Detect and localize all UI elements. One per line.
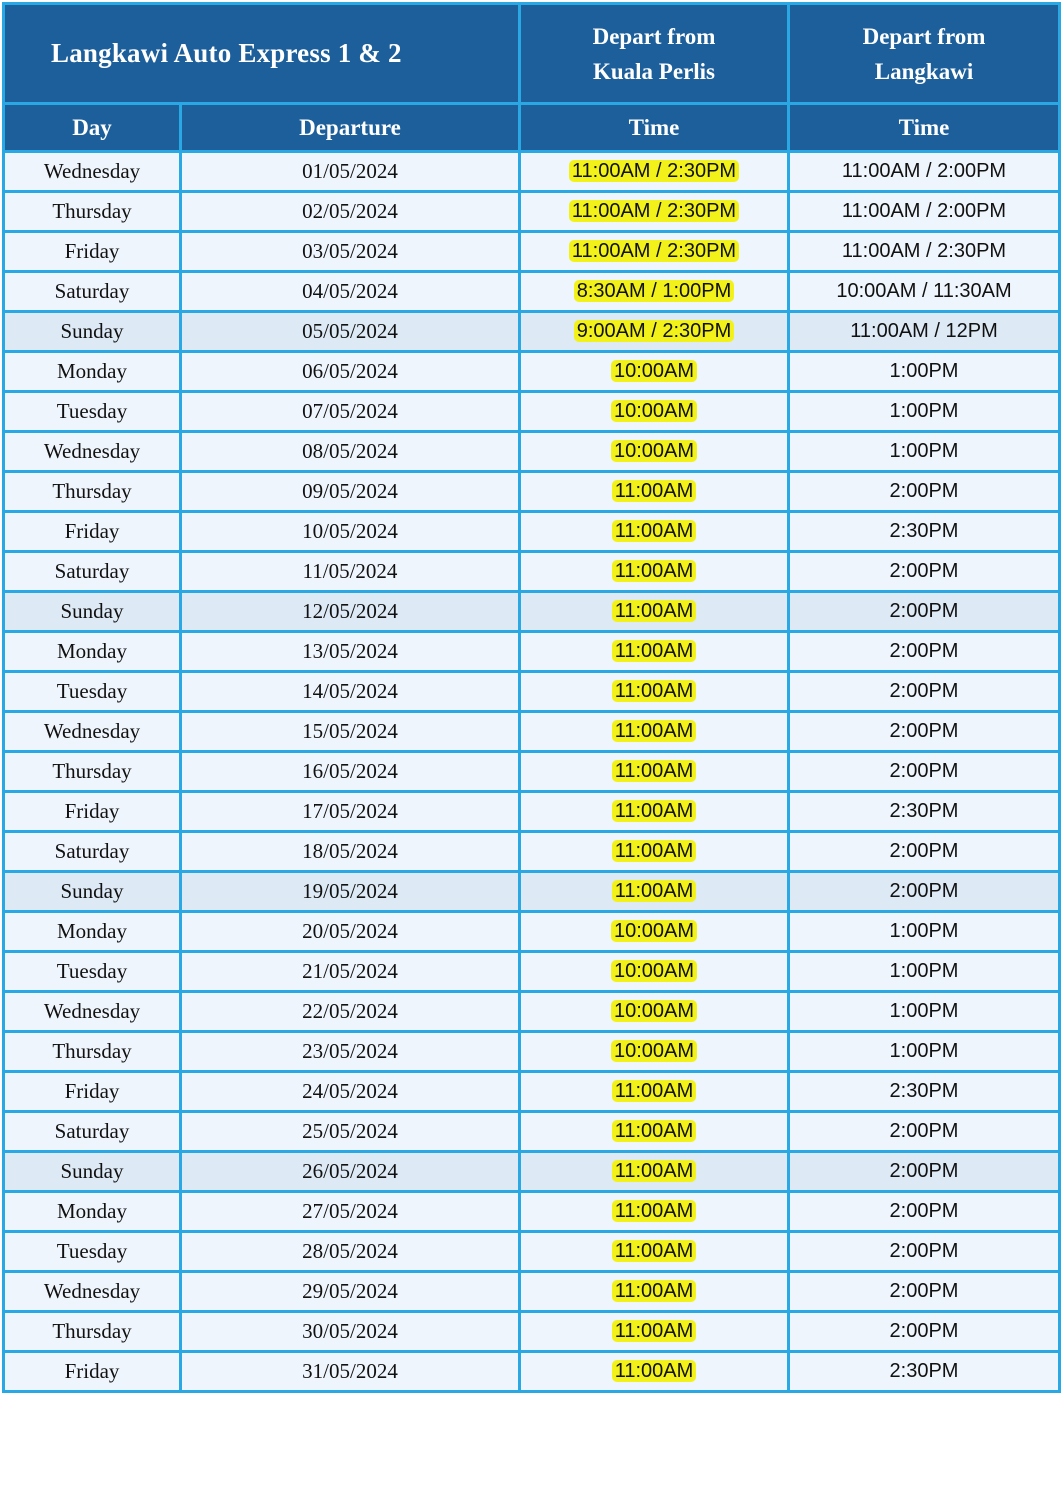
kuala-perlis-time-cell <box>520 392 789 432</box>
departure-date-cell: 09/05/2024 <box>181 472 520 512</box>
kuala-perlis-time-cell <box>520 272 789 312</box>
departure-date-cell: 28/05/2024 <box>181 1232 520 1272</box>
table-row <box>4 1072 1060 1112</box>
day-cell: Thursday <box>4 752 181 792</box>
day-cell: Saturday <box>4 552 181 592</box>
highlighted-time: 11:00AM <box>612 760 697 782</box>
schedule-container <box>2 2 1058 1498</box>
day-cell: Saturday <box>4 832 181 872</box>
departure-date-cell: 25/05/2024 <box>181 1112 520 1152</box>
day-cell: Friday <box>4 1352 181 1392</box>
table-row <box>4 272 1060 312</box>
table-row <box>4 672 1060 712</box>
departure-date-cell: 06/05/2024 <box>181 352 520 392</box>
table-row <box>4 192 1060 232</box>
langkawi-time-cell: 1:00PM <box>789 952 1060 992</box>
highlighted-time: 11:00AM <box>612 480 697 502</box>
highlighted-time: 11:00AM / 2:30PM <box>569 200 739 222</box>
highlighted-time: 10:00AM <box>611 1000 697 1022</box>
day-cell: Friday <box>4 232 181 272</box>
kuala-perlis-time-cell <box>520 672 789 712</box>
table-row <box>4 832 1060 872</box>
langkawi-time-cell: 2:00PM <box>789 1272 1060 1312</box>
highlighted-time: 10:00AM <box>611 960 697 982</box>
kuala-perlis-time-cell <box>520 552 789 592</box>
langkawi-time-cell: 1:00PM <box>789 1032 1060 1072</box>
depart-langkawi-line1: Depart from <box>862 23 986 49</box>
table-row <box>4 752 1060 792</box>
day-cell: Friday <box>4 512 181 552</box>
departure-date-cell: 12/05/2024 <box>181 592 520 632</box>
langkawi-time-cell: 1:00PM <box>789 432 1060 472</box>
kuala-perlis-time-cell <box>520 752 789 792</box>
highlighted-time: 11:00AM <box>612 720 697 742</box>
day-cell: Sunday <box>4 592 181 632</box>
langkawi-time-cell: 11:00AM / 2:30PM <box>789 232 1060 272</box>
departure-date-cell: 05/05/2024 <box>181 312 520 352</box>
day-cell: Wednesday <box>4 992 181 1032</box>
kuala-perlis-time-cell <box>520 1032 789 1072</box>
langkawi-time-cell: 2:30PM <box>789 792 1060 832</box>
table-row <box>4 1152 1060 1192</box>
departure-date-cell: 16/05/2024 <box>181 752 520 792</box>
day-cell: Thursday <box>4 1032 181 1072</box>
day-cell: Tuesday <box>4 392 181 432</box>
table-row <box>4 1312 1060 1352</box>
highlighted-time: 11:00AM <box>612 520 697 542</box>
day-cell: Sunday <box>4 312 181 352</box>
highlighted-time: 11:00AM <box>612 880 697 902</box>
kuala-perlis-time-cell <box>520 592 789 632</box>
highlighted-time: 11:00AM <box>612 1120 697 1142</box>
highlighted-time: 10:00AM <box>611 440 697 462</box>
departure-date-cell: 11/05/2024 <box>181 552 520 592</box>
depart-kuala-perlis-header <box>520 4 789 104</box>
table-row <box>4 472 1060 512</box>
kuala-perlis-time-cell <box>520 312 789 352</box>
highlighted-time: 11:00AM <box>612 800 697 822</box>
highlighted-time: 11:00AM <box>612 840 697 862</box>
schedule-title: Langkawi Auto Express 1 & 2 <box>4 4 520 104</box>
column-header-time-kuala-perlis: Time <box>520 104 789 152</box>
langkawi-time-cell: 1:00PM <box>789 912 1060 952</box>
day-cell: Tuesday <box>4 672 181 712</box>
langkawi-time-cell: 11:00AM / 2:00PM <box>789 192 1060 232</box>
departure-date-cell: 02/05/2024 <box>181 192 520 232</box>
table-row <box>4 232 1060 272</box>
langkawi-time-cell: 2:30PM <box>789 1072 1060 1112</box>
table-row <box>4 1232 1060 1272</box>
day-cell: Tuesday <box>4 1232 181 1272</box>
day-cell: Thursday <box>4 472 181 512</box>
highlighted-time: 11:00AM / 2:30PM <box>569 160 739 182</box>
depart-langkawi-header <box>789 4 1060 104</box>
highlighted-time: 11:00AM <box>612 640 697 662</box>
table-row <box>4 512 1060 552</box>
langkawi-time-cell: 2:00PM <box>789 672 1060 712</box>
table-row <box>4 1032 1060 1072</box>
day-cell: Thursday <box>4 192 181 232</box>
langkawi-time-cell: 11:00AM / 12PM <box>789 312 1060 352</box>
table-row <box>4 712 1060 752</box>
kuala-perlis-time-cell <box>520 1232 789 1272</box>
kuala-perlis-time-cell <box>520 1272 789 1312</box>
langkawi-time-cell: 1:00PM <box>789 352 1060 392</box>
langkawi-time-cell: 2:00PM <box>789 752 1060 792</box>
highlighted-time: 8:30AM / 1:00PM <box>574 280 735 302</box>
kuala-perlis-time-cell <box>520 432 789 472</box>
day-cell: Friday <box>4 792 181 832</box>
kuala-perlis-time-cell <box>520 832 789 872</box>
table-row <box>4 312 1060 352</box>
table-title-row <box>4 4 1060 104</box>
day-cell: Thursday <box>4 1312 181 1352</box>
table-row <box>4 632 1060 672</box>
highlighted-time: 11:00AM <box>612 1240 697 1262</box>
kuala-perlis-time-cell <box>520 352 789 392</box>
table-row <box>4 352 1060 392</box>
langkawi-time-cell: 2:00PM <box>789 472 1060 512</box>
day-cell: Monday <box>4 1192 181 1232</box>
departure-date-cell: 15/05/2024 <box>181 712 520 752</box>
langkawi-time-cell: 2:30PM <box>789 512 1060 552</box>
depart-kuala-perlis-line1: Depart from <box>592 23 716 49</box>
langkawi-time-cell: 2:00PM <box>789 832 1060 872</box>
langkawi-time-cell: 2:30PM <box>789 1352 1060 1392</box>
highlighted-time: 10:00AM <box>611 1040 697 1062</box>
day-cell: Wednesday <box>4 712 181 752</box>
ferry-schedule-table <box>2 2 1061 1393</box>
departure-date-cell: 03/05/2024 <box>181 232 520 272</box>
kuala-perlis-time-cell <box>520 792 789 832</box>
column-header-time-langkawi: Time <box>789 104 1060 152</box>
highlighted-time: 9:00AM / 2:30PM <box>574 320 735 342</box>
highlighted-time: 11:00AM <box>612 1360 697 1382</box>
table-row <box>4 1192 1060 1232</box>
table-row <box>4 552 1060 592</box>
table-row <box>4 1352 1060 1392</box>
highlighted-time: 10:00AM <box>611 360 697 382</box>
langkawi-time-cell: 2:00PM <box>789 632 1060 672</box>
table-row <box>4 392 1060 432</box>
departure-date-cell: 17/05/2024 <box>181 792 520 832</box>
highlighted-time: 11:00AM <box>612 600 697 622</box>
table-row <box>4 152 1060 192</box>
langkawi-time-cell: 2:00PM <box>789 552 1060 592</box>
departure-date-cell: 20/05/2024 <box>181 912 520 952</box>
day-cell: Monday <box>4 632 181 672</box>
day-cell: Sunday <box>4 1152 181 1192</box>
kuala-perlis-time-cell <box>520 512 789 552</box>
departure-date-cell: 13/05/2024 <box>181 632 520 672</box>
departure-date-cell: 27/05/2024 <box>181 1192 520 1232</box>
table-row <box>4 432 1060 472</box>
kuala-perlis-time-cell <box>520 712 789 752</box>
kuala-perlis-time-cell <box>520 1312 789 1352</box>
kuala-perlis-time-cell <box>520 952 789 992</box>
kuala-perlis-time-cell <box>520 1072 789 1112</box>
langkawi-time-cell: 2:00PM <box>789 1232 1060 1272</box>
langkawi-time-cell: 2:00PM <box>789 712 1060 752</box>
table-row <box>4 992 1060 1032</box>
departure-date-cell: 21/05/2024 <box>181 952 520 992</box>
departure-date-cell: 14/05/2024 <box>181 672 520 712</box>
day-cell: Sunday <box>4 872 181 912</box>
column-header-day: Day <box>4 104 181 152</box>
day-cell: Wednesday <box>4 1272 181 1312</box>
table-row <box>4 1272 1060 1312</box>
langkawi-time-cell: 2:00PM <box>789 1152 1060 1192</box>
highlighted-time: 11:00AM <box>612 1200 697 1222</box>
highlighted-time: 11:00AM <box>612 1080 697 1102</box>
departure-date-cell: 23/05/2024 <box>181 1032 520 1072</box>
kuala-perlis-time-cell <box>520 152 789 192</box>
highlighted-time: 11:00AM <box>612 1320 697 1342</box>
column-header-departure: Departure <box>181 104 520 152</box>
column-header-row <box>4 104 1060 152</box>
departure-date-cell: 22/05/2024 <box>181 992 520 1032</box>
departure-date-cell: 29/05/2024 <box>181 1272 520 1312</box>
schedule-body <box>4 152 1060 1392</box>
langkawi-time-cell: 11:00AM / 2:00PM <box>789 152 1060 192</box>
departure-date-cell: 07/05/2024 <box>181 392 520 432</box>
table-row <box>4 792 1060 832</box>
departure-date-cell: 26/05/2024 <box>181 1152 520 1192</box>
kuala-perlis-time-cell <box>520 912 789 952</box>
departure-date-cell: 24/05/2024 <box>181 1072 520 1112</box>
langkawi-time-cell: 2:00PM <box>789 872 1060 912</box>
departure-date-cell: 08/05/2024 <box>181 432 520 472</box>
highlighted-time: 10:00AM <box>611 920 697 942</box>
langkawi-time-cell: 1:00PM <box>789 992 1060 1032</box>
kuala-perlis-time-cell <box>520 472 789 512</box>
kuala-perlis-time-cell <box>520 992 789 1032</box>
kuala-perlis-time-cell <box>520 1352 789 1392</box>
langkawi-time-cell: 10:00AM / 11:30AM <box>789 272 1060 312</box>
table-row <box>4 952 1060 992</box>
day-cell: Friday <box>4 1072 181 1112</box>
kuala-perlis-time-cell <box>520 192 789 232</box>
departure-date-cell: 10/05/2024 <box>181 512 520 552</box>
kuala-perlis-time-cell <box>520 232 789 272</box>
day-cell: Saturday <box>4 1112 181 1152</box>
departure-date-cell: 19/05/2024 <box>181 872 520 912</box>
langkawi-time-cell: 2:00PM <box>789 1112 1060 1152</box>
kuala-perlis-time-cell <box>520 632 789 672</box>
day-cell: Monday <box>4 352 181 392</box>
day-cell: Saturday <box>4 272 181 312</box>
table-row <box>4 592 1060 632</box>
highlighted-time: 10:00AM <box>611 400 697 422</box>
day-cell: Monday <box>4 912 181 952</box>
table-row <box>4 1112 1060 1152</box>
highlighted-time: 11:00AM / 2:30PM <box>569 240 739 262</box>
kuala-perlis-time-cell <box>520 872 789 912</box>
langkawi-time-cell: 1:00PM <box>789 392 1060 432</box>
highlighted-time: 11:00AM <box>612 1280 697 1302</box>
day-cell: Wednesday <box>4 152 181 192</box>
kuala-perlis-time-cell <box>520 1112 789 1152</box>
day-cell: Tuesday <box>4 952 181 992</box>
highlighted-time: 11:00AM <box>612 680 697 702</box>
departure-date-cell: 04/05/2024 <box>181 272 520 312</box>
kuala-perlis-time-cell <box>520 1192 789 1232</box>
langkawi-time-cell: 2:00PM <box>789 592 1060 632</box>
departure-date-cell: 31/05/2024 <box>181 1352 520 1392</box>
langkawi-time-cell: 2:00PM <box>789 1312 1060 1352</box>
day-cell: Wednesday <box>4 432 181 472</box>
departure-date-cell: 30/05/2024 <box>181 1312 520 1352</box>
kuala-perlis-time-cell <box>520 1152 789 1192</box>
highlighted-time: 11:00AM <box>612 560 697 582</box>
table-row <box>4 912 1060 952</box>
highlighted-time: 11:00AM <box>612 1160 697 1182</box>
langkawi-time-cell: 2:00PM <box>789 1192 1060 1232</box>
depart-langkawi-line2: Langkawi <box>874 58 974 84</box>
table-row <box>4 872 1060 912</box>
departure-date-cell: 18/05/2024 <box>181 832 520 872</box>
depart-kuala-perlis-line2: Kuala Perlis <box>592 58 716 84</box>
departure-date-cell: 01/05/2024 <box>181 152 520 192</box>
